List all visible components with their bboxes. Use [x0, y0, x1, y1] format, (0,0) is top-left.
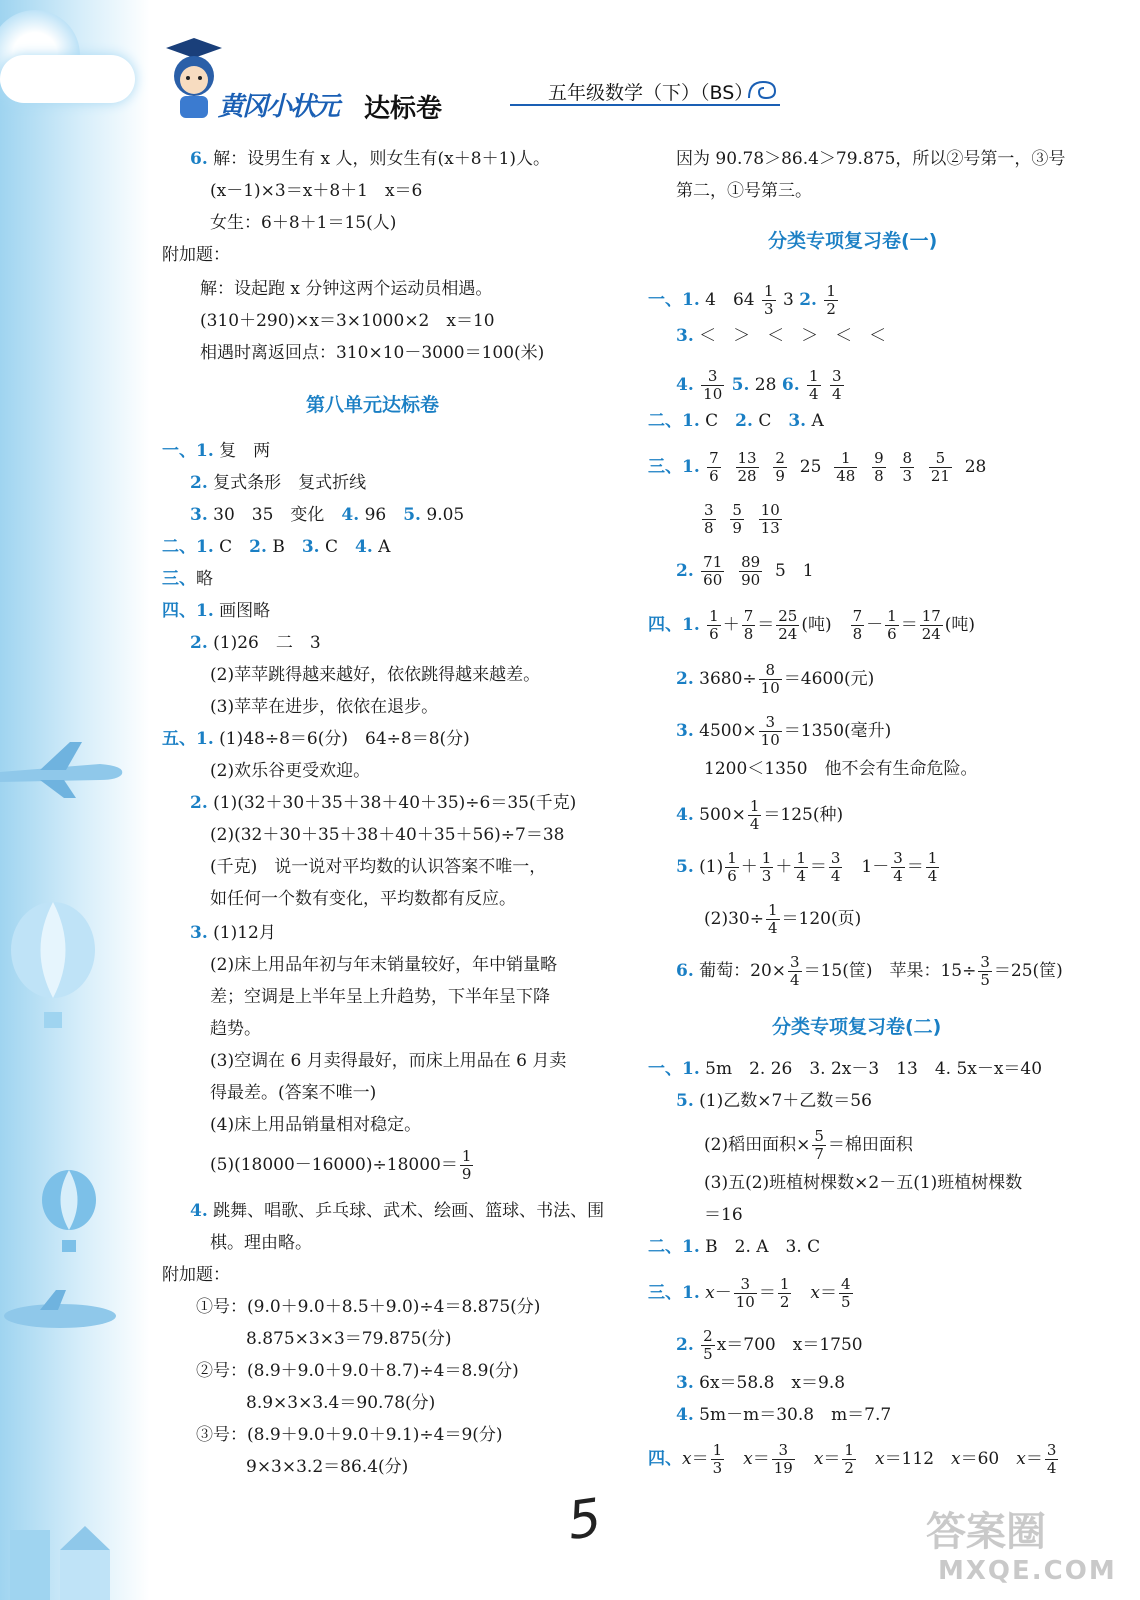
left-bonus-line2: (310＋290)×x＝3×1000×2 x＝10 — [200, 311, 495, 331]
u8-q2: 二、1. C 2. B 3. C 4. A — [162, 537, 391, 557]
section-title-review1: 分类专项复习卷(一) — [768, 230, 938, 252]
r2-q4: 四、x＝ $\frac{1}{3}$ x＝ $\frac{3}{19}$ x＝ $\frac{1}{2}$ x＝112 x＝60 x＝ $\frac{3}{4}$ — [648, 1441, 1057, 1477]
section-title-unit8: 第八单元达标卷 — [306, 394, 440, 416]
r2-q3-1: 三、1. x－ $\frac{3}{10}$ ＝ $\frac{1}{2}$ x＝ $\frac{4}{5}$ — [648, 1275, 851, 1311]
brand-suffix: 达标卷 — [364, 94, 443, 124]
watermark-logo: 答案圈 — [926, 1509, 1046, 1555]
u8-bonus-2: ②号：(8.9＋9.0＋9.0＋8.7)÷4＝8.9(分) — [196, 1361, 519, 1381]
section-title-review2: 分类专项复习卷(二) — [772, 1016, 942, 1038]
airplane-icon — [0, 742, 128, 798]
left-line-girls: 女生：6＋8＋1＝15(人) — [210, 213, 397, 233]
hot-air-balloon-icon — [8, 900, 98, 1040]
watermark-url: MXQE.COM — [938, 1556, 1117, 1586]
r1-q1-4: 4. $\frac{3}{10}$ 5. 28 6. $\frac{1}{4}$ $\frac{3}{4}$ — [676, 367, 842, 403]
u8-q5-1-2: (2)欢乐谷更受欢迎。 — [210, 761, 371, 781]
u8-q4-2: 2. (1)26 二 3 — [190, 633, 321, 653]
r2-q1-5: 5. (1)乙数×7＋乙数＝56 — [676, 1091, 872, 1111]
u8-q5-4-2: 棋。理由略。 — [210, 1233, 312, 1253]
u8-q1-1: 一、1. 复 两 — [162, 441, 271, 461]
right-line-2: 第二，①号第三。 — [676, 181, 812, 201]
u8-bonus-2b: 8.9×3×3.4＝90.78(分) — [246, 1393, 436, 1413]
u8-q5-3-5: (3)空调在 6 月卖得最好，而床上用品在 6 月卖 — [210, 1051, 567, 1071]
u8-bonus-3b: 9×3×3.2＝86.4(分) — [246, 1457, 409, 1477]
u8-bonus-label: 附加题： — [162, 1265, 230, 1285]
u8-q5-3-3: 差；空调是上半年呈上升趋势，下半年呈下降 — [210, 987, 550, 1007]
r1-q4-3b: 1200＜1350 他不会有生命危险。 — [704, 759, 978, 779]
small-balloon-icon — [40, 1168, 98, 1258]
left-line-6: 6. 解：设男生有 x 人，则女生有(x＋8＋1)人。 — [190, 149, 551, 169]
r2-q1-5b: (2)稻田面积× $\frac{5}{7}$ ＝棉田面积 — [704, 1127, 913, 1163]
swirl-icon — [745, 78, 779, 102]
r1-q3-1b: $\frac{3}{8}$ $\frac{5}{9}$ $\frac{10}{13}$ — [704, 501, 780, 537]
u8-bonus-1: ①号：(9.0＋9.0＋8.5＋9.0)÷4＝8.875(分) — [196, 1297, 541, 1317]
r1-q3-2: 2. $\frac{71}{60}$ $\frac{89}{90}$ 5 1 — [676, 553, 814, 589]
u8-q5-2-4: 如任何一个数有变化，平均数都有反应。 — [210, 889, 516, 909]
handwritten-page-number: 5 — [563, 1487, 606, 1553]
left-line-eq1: (x－1)×3＝x＋8＋1 x＝6 — [210, 181, 423, 201]
u8-q5-3-7: (4)床上用品销量相对稳定。 — [210, 1115, 422, 1135]
u8-q5-1: 五、1. (1)48÷8＝6(分) 64÷8＝8(分) — [162, 729, 470, 749]
r1-q4-3: 3. 4500× $\frac{3}{10}$ ＝1350(毫升) — [676, 713, 892, 749]
u8-q5-2-2: (2)(32＋30＋35＋38＋40＋35＋56)÷7＝38 — [210, 825, 565, 845]
r2-q1-5c: (3)五(2)班植树棵数×2－五(1)班植树棵数 — [704, 1173, 1023, 1193]
r2-q3-2: 2. $\frac{2}{5}$ x＝700 x＝1750 — [676, 1327, 863, 1363]
brand-name: 黄冈小状元 — [218, 92, 339, 122]
r1-q4-1: 四、1. $\frac{1}{6}$ ＋ $\frac{7}{8}$ ＝ $\frac{25}{24}$ (吨) $\frac{7}{8}$ － $\frac{1}{6}$ ＝ $\frac{17}{24}$ (吨) — [648, 607, 976, 643]
u8-q4-1: 四、1. 画图略 — [162, 601, 271, 621]
r1-q4-4: 4. 500× $\frac{1}{4}$ ＝125(种) — [676, 797, 844, 833]
u8-q5-3: 3. (1)12月 — [190, 923, 276, 943]
r1-q4-5: 5. (1) $\frac{1}{6}$ ＋ $\frac{1}{3}$ ＋ $\frac{1}{4}$ ＝ $\frac{3}{4}$ 1－ $\frac{3}{4}$ ＝ $\frac{1}{4}$ — [676, 849, 938, 885]
u8-bonus-3: ③号：(8.9＋9.0＋9.0＋9.1)÷4＝9(分) — [196, 1425, 503, 1445]
u8-q5-3-6: 得最差。(答案不唯一) — [210, 1083, 377, 1103]
r2-q2: 二、1. B 2. A 3. C — [648, 1237, 821, 1257]
u8-q5-2: 2. (1)(32＋30＋35＋38＋40＋35)÷6＝35(千克) — [190, 793, 577, 813]
u8-q5-3-8: (5)(18000－16000)÷18000＝ $\frac{1}{9}$ — [210, 1147, 472, 1183]
r2-q1: 一、1. 5m 2. 26 3. 2x－3 13 4. 5x－x＝40 — [648, 1059, 1043, 1079]
r1-q2: 二、1. C 2. C 3. A — [648, 411, 824, 431]
u8-q4-2-2: (2)苹苹跳得越来越好，依依跳得越来越差。 — [210, 665, 541, 685]
houses-icon — [0, 1490, 140, 1600]
left-bonus-line1: 解：设起跑 x 分钟这两个运动员相遇。 — [200, 279, 493, 299]
r1-q4-6: 6. 葡萄：20× $\frac{3}{4}$ ＝15(筐) 苹果：15÷ $\frac{3}{5}$ ＝25(筐) — [676, 953, 1063, 989]
r1-q3-1: 三、1. $\frac{7}{6}$ $\frac{13}{28}$ $\frac{2}{9}$ 25 $\frac{1}{48}$ $\frac{9}{8}$ $\frac{8}{3}$ $\frac{5}{21}$ 28 — [648, 449, 987, 485]
r1-q1-3: 3. ＜ ＞ ＜ ＞ ＜ ＜ — [676, 326, 887, 346]
u8-q1-2: 2. 复式条形 复式折线 — [190, 473, 367, 493]
r1-q1-1: 一、1. 4 64 $\frac{1}{3}$ 3 2. $\frac{1}{2}$ — [648, 282, 836, 318]
left-bonus-line3: 相遇时离返回点：310×10－3000＝100(米) — [200, 343, 545, 363]
r1-q4-2: 2. 3680÷ $\frac{8}{10}$ ＝4600(元) — [676, 661, 875, 697]
u8-q4-2-3: (3)苹苹在进步，依依在退步。 — [210, 697, 439, 717]
header-title: 五年级数学（下）（BS） — [548, 82, 754, 104]
u8-q3: 三、略 — [162, 569, 213, 589]
r2-q3-4: 4. 5m－m＝30.8 m＝7.7 — [676, 1405, 892, 1425]
u8-q5-4: 4. 跳舞、唱歌、乒乓球、武术、绘画、篮球、书法、围 — [190, 1201, 605, 1221]
u8-q1-3: 3. 30 35 变化 4. 96 5. 9.05 — [190, 505, 465, 525]
small-airplane-icon — [0, 1290, 118, 1338]
u8-q5-3-2: (2)床上用品年初与年末销量较好，年中销量略 — [210, 955, 558, 975]
cloud-icon — [0, 55, 135, 103]
right-line-1: 因为 90.78＞86.4＞79.875，所以②号第一，③号 — [676, 149, 1066, 169]
r1-q4-5b: (2)30÷ $\frac{1}{4}$ ＝120(页) — [704, 901, 862, 937]
header-underline — [510, 104, 780, 106]
u8-q5-3-4: 趋势。 — [210, 1019, 261, 1039]
left-bonus-label: 附加题： — [162, 245, 230, 265]
u8-bonus-1b: 8.875×3×3＝79.875(分) — [246, 1329, 452, 1349]
r2-q1-5d: ＝16 — [704, 1205, 743, 1225]
u8-q5-2-3: (千克) 说一说对平均数的认识答案不唯一， — [210, 857, 547, 877]
left-decoration-strip — [0, 0, 150, 1600]
r2-q3-3: 3. 6x＝58.8 x＝9.8 — [676, 1373, 846, 1393]
